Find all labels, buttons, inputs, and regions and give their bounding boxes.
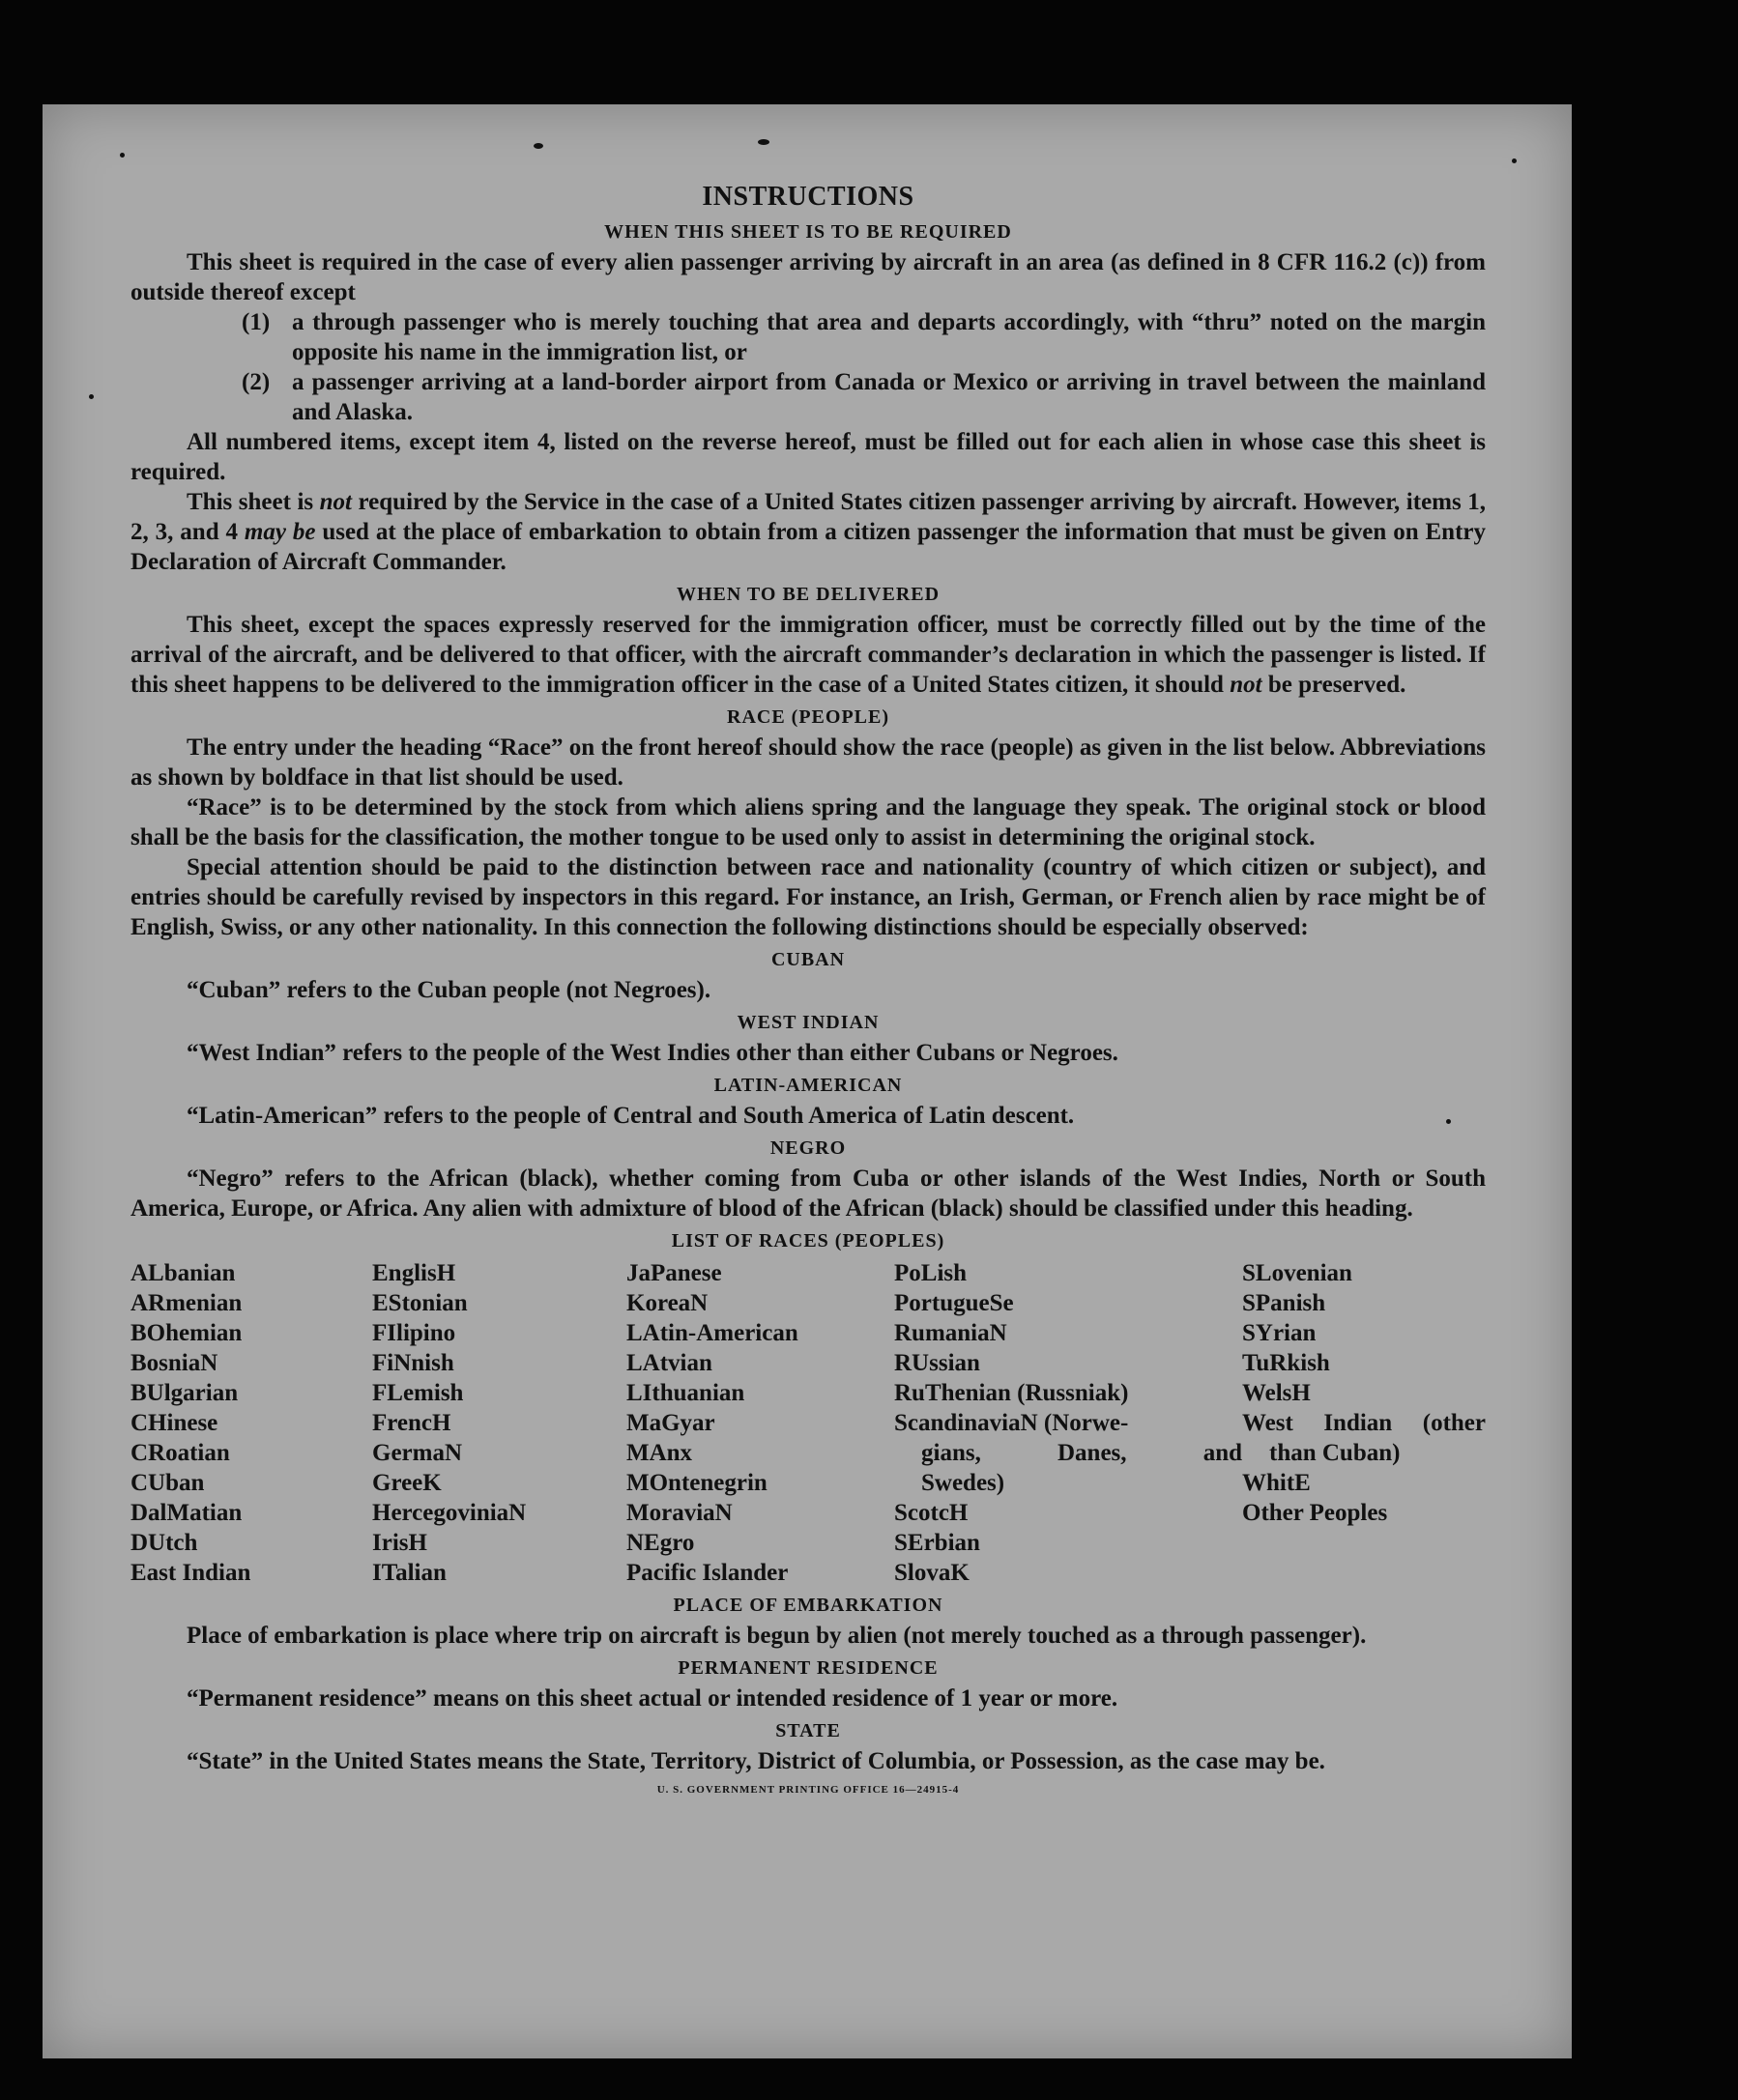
ink-speck [534,143,543,149]
text-run: This sheet, except the spaces expressly reserved for the immigration officer, must be correctly filled out by the time of the arrival of the aircraft, and be delivered to that officer, with the aircraft commander’s declaration in which the passenger is listed. If this sheet happens to be delivered to the immigration officer in the case of a United States citizen, it should [130,612,1486,698]
instructions-content [130,180,1486,1798]
heading-state: STATE [775,1720,841,1741]
heading-when-delivered: WHEN TO BE DELIVERED [676,584,941,605]
state-paragraph: “State” in the United States means the State, Territory, District of Columbia, or Possession, as the case may be. [187,1748,1325,1774]
race-entry: LAtin-American [626,1320,798,1346]
races-list [130,1258,1486,1588]
race-entry: SLovenian [1242,1260,1352,1286]
race-entry: FiNnish [372,1350,454,1376]
item-text: a through passenger who is merely touching that area and departs accordingly, with “thru” noted on the margin opposite his name in the immigration list, or [292,309,1486,365]
heading-place-of-embarkation: PLACE OF EMBARKATION [673,1595,943,1616]
races-column-2 [372,1258,626,1588]
race-entry: MAnx [626,1440,693,1466]
required-intro: This sheet is required in the case of every alien passenger arriving by aircraft in an area (as defined in 8 CFR 116.2 (c)) from outside thereof except [130,249,1486,305]
race-entry: IrisH [372,1530,427,1556]
race-entry: Other Peoples [1242,1500,1388,1526]
definition-negro: “Negro” refers to the African (black), whether coming from Cuba or other islands of the West Indies, North or South America, Europe, or Africa. Any alien with admixture of blood of the African (black) should be classified under this heading. [130,1165,1486,1222]
item-number: (2) [242,369,271,395]
race-entry-continued: Swedes) [921,1470,1005,1496]
race-entry: SlovaK [894,1560,970,1586]
heading-latin-american: LATIN-AMERICAN [713,1075,903,1096]
race-entry: GermaN [372,1440,463,1466]
race-entry: EStonian [372,1290,468,1316]
heading-race: RACE (PEOPLE) [727,706,889,728]
race-entry: SYrian [1242,1320,1317,1346]
race-entry: JaPanese [626,1260,722,1286]
race-entry: CHinese [130,1410,218,1436]
ink-speck [89,394,94,399]
races-column-5 [1242,1258,1486,1588]
race-entry-continued: than Cuban) [1269,1440,1401,1466]
race-entry: TuRkish [1242,1350,1330,1376]
race-entry: West Indian (other [1242,1410,1486,1436]
race-entry-continued: gians, Danes, and [921,1440,1242,1466]
heading-when-required: WHEN THIS SHEET IS TO BE REQUIRED [604,221,1012,243]
item-text: a passenger arriving at a land-border airport from Canada or Mexico or arriving in travel between the mainland and Alaska. [292,369,1486,425]
race-entry: FLemish [372,1380,464,1406]
races-column-3 [626,1258,894,1588]
race-entry: RuThenian (Russniak) [894,1380,1129,1406]
numbered-items-paragraph: All numbered items, except item 4, listed on the reverse hereof, must be filled out for each alien in whose case this sheet is required. [130,429,1486,485]
emphasis: not [319,489,352,515]
heading-negro: NEGRO [769,1137,847,1159]
race-entry: NEgro [626,1530,695,1556]
text-run: used at the place of embarkation to obtain from a citizen passenger the information that must be given on Entry Declaration of Aircraft Commander. [130,519,1486,575]
emphasis: not [1230,672,1262,698]
race-entry: BUlgarian [130,1380,239,1406]
printing-office-footer: U. S. GOVERNMENT PRINTING OFFICE 16—24915-4 [656,1784,960,1796]
race-paragraph-1: The entry under the heading “Race” on the front hereof should show the race (people) as given in the list below. Abbreviations as shown by boldface in that list should be used. [130,734,1486,791]
race-entry: RUssian [894,1350,980,1376]
race-entry: BOhemian [130,1320,243,1346]
race-entry: ScotcH [894,1500,969,1526]
race-entry: MOntenegrin [626,1470,768,1496]
text-run: required by the Service in the case of a United States citizen passenger arriving by aircraft. However, items 1, 2, 3, and 4 [130,489,1486,545]
race-entry: ITalian [372,1560,447,1586]
race-entry: ARmenian [130,1290,243,1316]
emphasis: may be [244,519,316,545]
definition-cuban: “Cuban” refers to the Cuban people (not Negroes). [187,977,711,1003]
residence-paragraph: “Permanent residence” means on this sheet actual or intended residence of 1 year or more. [187,1685,1118,1712]
race-entry: CRoatian [130,1440,230,1466]
race-paragraph-3: Special attention should be paid to the distinction between race and nationality (country of which citizen or subject), and entries should be carefully revised by inspectors in this regard. For instance, an Irish, German, or French alien by race might be of English, Swiss, or any other nationality. In this connection the following distinctions should be especially observed: [130,854,1486,940]
race-entry: WhitE [1242,1470,1311,1496]
definition-latin-american: “Latin-American” refers to the people of Central and South America of Latin descent. [187,1103,1075,1129]
race-entry: CUban [130,1470,205,1496]
race-entry: ALbanian [130,1260,236,1286]
ink-speck [758,139,769,145]
heading-permanent-residence: PERMANENT RESIDENCE [678,1657,939,1679]
race-entry: KoreaN [626,1290,709,1316]
races-column-1 [130,1258,372,1588]
ink-speck [120,153,125,158]
ink-speck [1512,158,1517,163]
race-entry: PoLish [894,1260,968,1286]
race-entry: LIthuanian [626,1380,745,1406]
heading-list-of-races: LIST OF RACES (PEOPLES) [671,1230,945,1251]
race-entry: BosniaN [130,1350,218,1376]
item-number: (1) [242,309,271,335]
race-entry: PortugueSe [894,1290,1014,1316]
exception-item-2 [130,367,1486,427]
text-run: be preserved. [1261,672,1406,698]
race-entry: SErbian [894,1530,980,1556]
race-entry: East Indian [130,1560,251,1586]
race-entry: HercegoviniaN [372,1500,527,1526]
text-run: This sheet is [187,489,320,515]
document-sheet [43,104,1572,2058]
race-entry: SPanish [1242,1290,1326,1316]
race-entry: FrencH [372,1410,451,1436]
race-entry: MoraviaN [626,1500,733,1526]
race-entry: ScandinaviaN (Norwe- [894,1410,1129,1436]
race-entry: LAtvian [626,1350,712,1376]
race-entry: MaGyar [626,1410,715,1436]
race-paragraph-2: “Race” is to be determined by the stock from which aliens spring and the language they speak. The original stock or blood shall be the basis for the classification, the mother tongue to be used only to assist in determining the original stock. [130,794,1486,850]
page-title: INSTRUCTIONS [702,182,914,212]
race-entry: RumaniaN [894,1320,1007,1346]
definition-west-indian: “West Indian” refers to the people of the West Indies other than either Cubans or Negroes. [187,1040,1118,1066]
race-entry: DalMatian [130,1500,243,1526]
race-entry: DUtch [130,1530,198,1556]
race-entry: EnglisH [372,1260,456,1286]
race-entry: GreeK [372,1470,442,1496]
race-entry: FIlipino [372,1320,456,1346]
races-column-4 [894,1258,1242,1588]
citizen-paragraph [130,487,1486,577]
embarkation-paragraph: Place of embarkation is place where trip on aircraft is begun by alien (not merely touched as a through passenger). [187,1623,1367,1649]
exception-item-1 [130,307,1486,367]
race-entry: Pacific Islander [626,1560,789,1586]
delivered-paragraph [130,610,1486,700]
heading-cuban: CUBAN [770,949,846,970]
heading-west-indian: WEST INDIAN [737,1012,880,1033]
race-entry: WelsH [1242,1380,1311,1406]
